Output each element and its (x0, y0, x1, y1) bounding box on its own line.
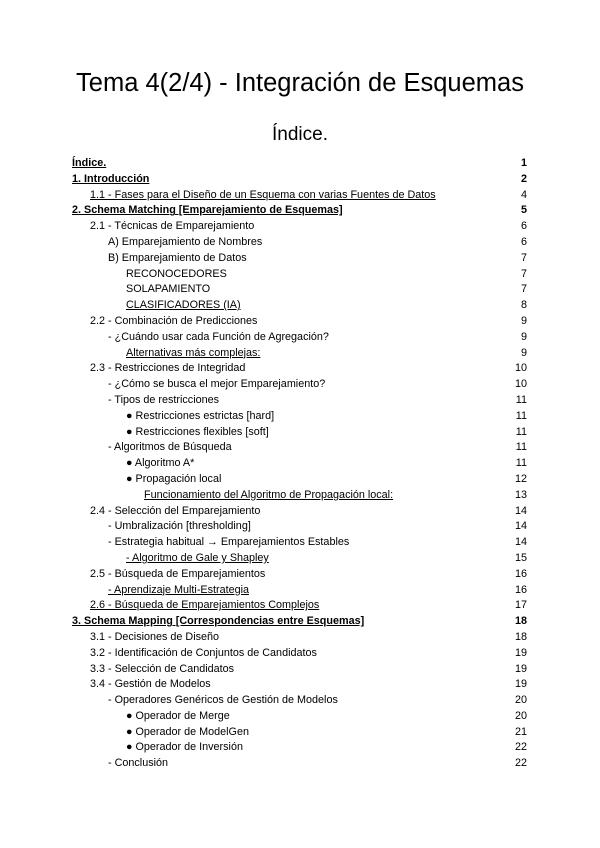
toc-entry[interactable] (72, 409, 527, 425)
toc-entry-page-number[interactable]: 11 (515, 409, 527, 422)
toc-entry[interactable] (72, 361, 527, 377)
toc-entry[interactable] (72, 567, 527, 583)
toc-entry-label[interactable]: 2.4 - Selección del Emparejamiento (90, 504, 261, 517)
toc-entry[interactable] (72, 393, 527, 409)
toc-entry-page-number[interactable]: 19 (514, 678, 527, 691)
toc-entry[interactable] (72, 519, 527, 535)
toc-entry-label[interactable]: 3.4 - Gestión de Modelos (90, 678, 211, 691)
toc-entry-page-number[interactable]: 10 (514, 362, 527, 375)
toc-entry-page-number[interactable]: 7 (520, 283, 527, 296)
toc-entry-label[interactable]: B) Emparejamiento de Datos (108, 251, 247, 264)
toc-heading: Índice. (272, 124, 328, 145)
toc-entry-label[interactable]: - Operadores Genéricos de Gestión de Modelos (108, 694, 338, 707)
toc-entry-page-number[interactable]: 11 (515, 441, 527, 454)
toc-entry[interactable] (72, 346, 527, 362)
toc-entry-label[interactable]: CLASIFICADORES (IA) (126, 299, 241, 312)
toc-entry-label[interactable]: ● Operador de Merge (126, 709, 230, 722)
toc-entry[interactable] (72, 725, 527, 741)
toc-entry[interactable] (72, 188, 527, 204)
toc-entry-page-number[interactable]: 14 (514, 520, 527, 533)
toc-entry-page-number[interactable]: 17 (514, 599, 527, 612)
toc-entry[interactable] (72, 646, 527, 662)
toc-entry[interactable] (72, 235, 527, 251)
toc-entry-label[interactable]: 2.6 - Búsqueda de Emparejamientos Complejos (90, 599, 320, 612)
toc-entry-page-number[interactable]: 9 (520, 314, 527, 327)
toc-entry-label[interactable]: RECONOCEDORES (126, 267, 227, 280)
toc-entry-label[interactable]: ● Propagación local (126, 472, 222, 485)
toc-entry-label[interactable]: 3.2 - Identificación de Conjuntos de Candidatos (90, 646, 317, 659)
toc-entry[interactable] (72, 488, 527, 504)
toc-entry[interactable] (72, 598, 527, 614)
toc-entry-label[interactable]: Índice. (72, 157, 107, 169)
toc-entry[interactable] (72, 756, 527, 772)
toc-entry-page-number[interactable]: 6 (520, 220, 527, 233)
toc-entry-label[interactable]: 2. Schema Matching [Emparejamiento de Esquemas] (72, 204, 343, 217)
toc-entry-label[interactable]: - Algoritmo de Gale y Shapley (126, 551, 269, 564)
toc-entry-page-number[interactable]: 16 (514, 583, 527, 596)
toc-entry-label[interactable]: Alternativas más complejas: (126, 346, 261, 359)
toc-entry[interactable] (72, 535, 527, 551)
toc-entry[interactable] (72, 172, 527, 188)
toc-entry[interactable] (72, 456, 527, 472)
toc-entry-page-number[interactable]: 16 (514, 567, 527, 580)
toc-entry[interactable] (72, 504, 527, 520)
toc-entry-label[interactable]: 1.1 - Fases para el Diseño de un Esquema con varias Fuentes de Datos (90, 188, 436, 201)
toc-entry-page-number[interactable]: 15 (514, 551, 527, 564)
toc-entry-label[interactable]: - Algoritmos de Búsqueda (108, 441, 232, 454)
toc-entry[interactable] (72, 267, 527, 283)
toc-entry-page-number[interactable]: 8 (520, 299, 527, 312)
toc-entry-page-number[interactable]: 21 (514, 725, 527, 738)
toc-entry-label[interactable]: A) Emparejamiento de Nombres (108, 235, 263, 248)
toc-entry-page-number[interactable]: 14 (514, 536, 527, 549)
toc-entry-page-number[interactable]: 14 (514, 504, 527, 517)
toc-entry[interactable] (72, 282, 527, 298)
toc-entry-page-number[interactable]: 1 (520, 157, 527, 169)
toc-entry[interactable] (72, 677, 527, 693)
toc-entry-label[interactable]: 2.1 - Técnicas de Emparejamiento (90, 220, 255, 233)
toc-entry-label[interactable]: ● Restricciones flexibles [soft] (126, 425, 269, 438)
toc-entry-label[interactable]: 2.2 - Combinación de Predicciones (90, 314, 258, 327)
toc-entry-label[interactable]: Funcionamiento del Algoritmo de Propagación local: (144, 488, 394, 501)
toc-entry[interactable] (72, 630, 527, 646)
toc-entry[interactable] (72, 203, 527, 219)
toc-entry[interactable] (72, 583, 527, 599)
toc-entry-label[interactable]: 3. Schema Mapping [Correspondencias entre Esquemas] (72, 615, 365, 628)
toc-entry-label[interactable]: - ¿Cómo se busca el mejor Emparejamiento? (108, 378, 326, 391)
toc-entry-label[interactable]: 2.5 - Búsqueda de Emparejamientos (90, 567, 266, 580)
toc-entry-label[interactable]: - Conclusión (108, 757, 169, 770)
toc-entry-label[interactable]: - Tipos de restricciones (108, 393, 220, 406)
toc-entry[interactable] (72, 614, 527, 630)
toc-entry-label[interactable]: ● Operador de Inversión (126, 741, 243, 754)
toc-entry[interactable] (72, 251, 527, 267)
toc-entry-page-number[interactable]: 22 (514, 757, 527, 770)
toc-entry-page-number[interactable]: 9 (520, 330, 527, 343)
toc-entry[interactable] (72, 472, 527, 488)
toc-entry[interactable] (72, 298, 527, 314)
toc-entry-page-number[interactable]: 11 (515, 457, 527, 470)
toc-entry-label[interactable]: 1. Introducción (72, 172, 150, 185)
toc-entry[interactable] (72, 662, 527, 678)
toc-entry[interactable] (72, 693, 527, 709)
toc-entry-page-number[interactable]: 5 (520, 204, 527, 217)
toc-entry-page-number[interactable]: 10 (514, 378, 527, 391)
toc-entry-label[interactable]: ● Algoritmo A* (126, 457, 195, 470)
toc-entry-page-number[interactable]: 19 (514, 662, 527, 675)
toc-entry-label[interactable]: - ¿Cuándo usar cada Función de Agregación? (108, 330, 329, 343)
toc-entry[interactable] (72, 219, 527, 235)
table-of-contents (72, 156, 527, 772)
toc-entry[interactable] (72, 709, 527, 725)
toc-entry-label[interactable]: 3.3 - Selección de Candidatos (90, 662, 235, 675)
toc-entry-page-number[interactable]: 12 (514, 472, 527, 485)
toc-entry-page-number[interactable]: 7 (520, 267, 527, 280)
toc-entry-page-number[interactable]: 6 (520, 235, 527, 248)
toc-entry[interactable] (72, 551, 527, 567)
toc-entry-label[interactable]: 3.1 - Decisiones de Diseño (90, 630, 220, 643)
toc-entry-label[interactable]: SOLAPAMIENTO (126, 283, 211, 296)
toc-entry-label[interactable]: - Estrategia habitual → Emparejamientos Estables (108, 536, 350, 549)
toc-entry-page-number[interactable]: 22 (514, 741, 527, 754)
toc-entry-label[interactable]: 2.3 - Restricciones de Integridad (90, 362, 246, 375)
toc-entry[interactable] (72, 425, 527, 441)
toc-entry-page-number[interactable]: 9 (520, 346, 527, 359)
toc-entry-label[interactable]: ● Operador de ModelGen (126, 725, 249, 738)
toc-entry-label[interactable]: - Aprendizaje Multi-Estrategia (108, 583, 250, 596)
toc-entry-page-number[interactable]: 2 (520, 172, 527, 185)
toc-entry[interactable] (72, 740, 527, 756)
toc-entry-label[interactable]: - Umbralización [thresholding] (108, 520, 251, 533)
toc-entry-page-number[interactable]: 18 (514, 615, 527, 628)
toc-entry[interactable] (72, 314, 527, 330)
toc-entry-page-number[interactable]: 7 (520, 251, 527, 264)
toc-entry[interactable] (72, 377, 527, 393)
toc-entry-page-number[interactable]: 11 (515, 393, 527, 406)
toc-entry-label[interactable]: ● Restricciones estrictas [hard] (126, 409, 275, 422)
toc-entry-page-number[interactable]: 4 (520, 188, 527, 201)
toc-entry-page-number[interactable]: 19 (514, 646, 527, 659)
toc-entry[interactable] (72, 440, 527, 456)
toc-entry-page-number[interactable]: 20 (514, 694, 527, 707)
toc-entry-page-number[interactable]: 20 (514, 709, 527, 722)
toc-entry[interactable] (72, 156, 527, 172)
toc-entry-page-number[interactable]: 13 (514, 488, 527, 501)
toc-entry-page-number[interactable]: 18 (514, 630, 527, 643)
document-title: Tema 4(2/4) - Integración de Esquemas (76, 69, 524, 97)
toc-entry[interactable] (72, 330, 527, 346)
toc-entry-page-number[interactable]: 11 (515, 425, 527, 438)
